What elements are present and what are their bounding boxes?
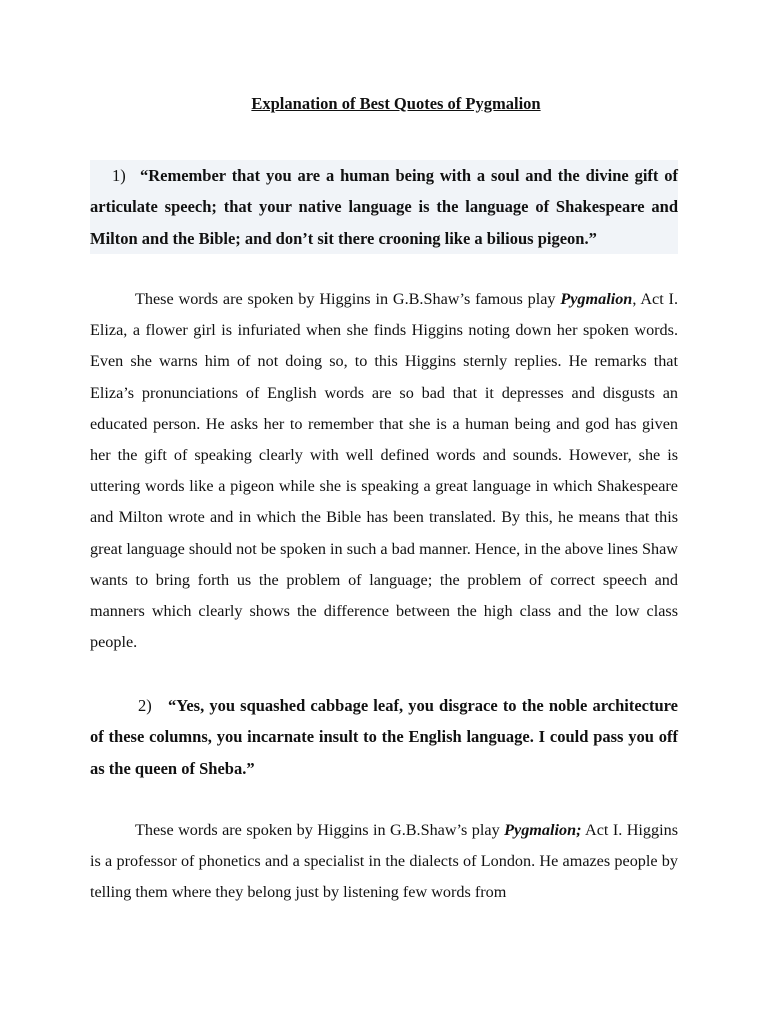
explanation-paragraph-1 <box>90 284 678 658</box>
paragraph-2-play-title: Pygmalion; <box>504 821 582 839</box>
paragraph-2-body: Act I. Higgins is a professor of phonetics and a specialist in the dialects of London. He amazes people by telling them where they belong just by listening few words from <box>90 821 678 902</box>
quote-2-number: 2) <box>138 696 152 715</box>
document-title: Explanation of Best Quotes of Pygmalion <box>251 94 541 113</box>
quote-1 <box>90 160 678 254</box>
quote-2-text: “Yes, you squashed cabbage leaf, you disgrace to the noble architecture of these columns, you incarnate insult to the English language. I could pass you off as the queen of Sheba.” <box>90 696 678 778</box>
quote-1-number: 1) <box>112 166 126 185</box>
quote-2 <box>90 690 678 784</box>
paragraph-1-intro: These words are spoken by Higgins in G.B.Shaw’s famous play <box>135 290 561 308</box>
quote-1-text: “Remember that you are a human being with a soul and the divine gift of articulate speech; that your native language is the language of Shakespeare and Milton and the Bible; and don’t sit there crooning like a bilious pigeon.” <box>90 166 678 248</box>
paragraph-2-intro: These words are spoken by Higgins in G.B.Shaw’s play <box>135 821 505 839</box>
explanation-paragraph-2 <box>90 815 678 909</box>
paragraph-1-play-title: Pygmalion <box>560 290 633 308</box>
paragraph-1-body: , Act I. Eliza, a flower girl is infuriated when she finds Higgins noting down her spoken words. Even she warns him of not doing so, to this Higgins sternly replies. He remarks that Eliza’s pronunciations of English words are so bad that it depresses and disgusts an educated person. He asks her to remember that she is a human being and god has given her the gift of speaking clearly with well defined words and sounds. However, she is uttering words like a pigeon while she is speaking a great language in which Shakespeare and Milton wrote and in which the Bible has been translated. By this, he means that this great language should not be spoken in such a bad manner. Hence, in the above lines Shaw wants to bring forth us the problem of language; the problem of correct speech and manners which clearly shows the difference between the high class and the low class people. <box>90 290 678 652</box>
